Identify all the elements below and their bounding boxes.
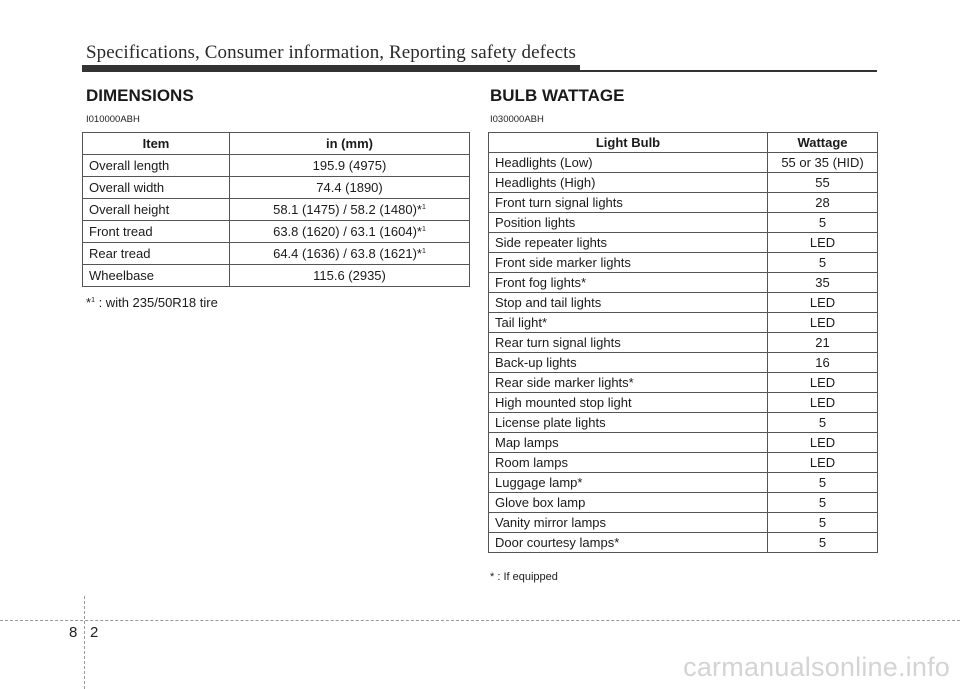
row-wattage: 5 <box>768 413 878 433</box>
table-row <box>489 493 878 513</box>
table-row <box>489 153 878 173</box>
row-light-bulb: High mounted stop light <box>489 393 768 413</box>
row-light-bulb: Back-up lights <box>489 353 768 373</box>
row-wattage: 5 <box>768 213 878 233</box>
row-value <box>230 243 470 265</box>
row-light-bulb: Side repeater lights <box>489 233 768 253</box>
table-row <box>489 353 878 373</box>
table-row <box>83 155 470 177</box>
row-light-bulb: Rear side marker lights* <box>489 373 768 393</box>
footnote-text: : with 235/50R18 tire <box>94 295 218 310</box>
row-light-bulb: Vanity mirror lamps <box>489 513 768 533</box>
footnote-mark: 1 <box>421 248 426 255</box>
table-row <box>489 453 878 473</box>
row-wattage: 5 <box>768 473 878 493</box>
column-header-item: Item <box>83 133 230 155</box>
row-light-bulb: Front fog lights* <box>489 273 768 293</box>
table-row <box>489 193 878 213</box>
row-value <box>230 199 470 221</box>
footnote-star: * <box>86 295 92 310</box>
row-wattage: 35 <box>768 273 878 293</box>
row-value-text: 63.8 (1620) / 63.1 (1604)* <box>273 224 422 239</box>
row-wattage: 5 <box>768 493 878 513</box>
table-row <box>83 177 470 199</box>
table-row <box>489 213 878 233</box>
table-row <box>489 373 878 393</box>
column-header-value: in (mm) <box>230 133 470 155</box>
row-light-bulb: Map lamps <box>489 433 768 453</box>
table-row <box>83 265 470 287</box>
row-value-text: 74.4 (1890) <box>316 180 383 195</box>
row-wattage: 5 <box>768 513 878 533</box>
section-number: 8 <box>69 624 78 641</box>
table-row <box>83 221 470 243</box>
table-row <box>489 173 878 193</box>
row-wattage: LED <box>768 313 878 333</box>
row-item: Overall length <box>83 155 230 177</box>
table-row <box>489 313 878 333</box>
bulb-wattage-title: BULB WATTAGE <box>490 86 625 105</box>
row-light-bulb: Headlights (High) <box>489 173 768 193</box>
row-light-bulb: Headlights (Low) <box>489 153 768 173</box>
row-item: Overall width <box>83 177 230 199</box>
row-light-bulb: Room lamps <box>489 453 768 473</box>
row-wattage: LED <box>768 233 878 253</box>
row-wattage: 16 <box>768 353 878 373</box>
row-wattage: LED <box>768 293 878 313</box>
table-row <box>489 293 878 313</box>
row-light-bulb: Door courtesy lamps* <box>489 533 768 553</box>
table-row <box>489 233 878 253</box>
column-header-wattage: Wattage <box>768 133 878 153</box>
table-row <box>83 243 470 265</box>
dimensions-table <box>82 132 470 287</box>
page-margin-line <box>84 596 85 689</box>
header-rule-thick <box>82 65 580 71</box>
watermark: carmanualsonline.info <box>683 652 950 682</box>
row-value <box>230 177 470 199</box>
row-light-bulb: Position lights <box>489 213 768 233</box>
table-row <box>489 433 878 453</box>
row-light-bulb: Rear turn signal lights <box>489 333 768 353</box>
row-value-text: 195.9 (4975) <box>312 158 387 173</box>
dimensions-footnote <box>86 295 218 310</box>
table-row <box>489 533 878 553</box>
row-light-bulb: Tail light* <box>489 313 768 333</box>
bulb-footnote: * : If equipped <box>490 571 558 583</box>
row-light-bulb: License plate lights <box>489 413 768 433</box>
table-row <box>489 473 878 493</box>
table-row <box>489 253 878 273</box>
table-row <box>489 413 878 433</box>
row-light-bulb: Stop and tail lights <box>489 293 768 313</box>
footnote-mark: 1 <box>421 204 426 211</box>
row-wattage: LED <box>768 453 878 473</box>
row-wattage: LED <box>768 433 878 453</box>
row-light-bulb: Front side marker lights <box>489 253 768 273</box>
page-number: 2 <box>90 624 99 641</box>
row-wattage: 28 <box>768 193 878 213</box>
footnote-mark: 1 <box>91 297 95 304</box>
row-value <box>230 155 470 177</box>
table-row <box>489 393 878 413</box>
row-wattage: 55 <box>768 173 878 193</box>
row-wattage: 5 <box>768 533 878 553</box>
row-light-bulb: Glove box lamp <box>489 493 768 513</box>
row-wattage: 21 <box>768 333 878 353</box>
row-value <box>230 221 470 243</box>
row-wattage: 5 <box>768 253 878 273</box>
table-header-row <box>83 133 470 155</box>
row-value <box>230 265 470 287</box>
row-item: Wheelbase <box>83 265 230 287</box>
row-wattage: LED <box>768 373 878 393</box>
table-row <box>489 513 878 533</box>
row-value-text: 115.6 (2935) <box>313 268 386 283</box>
row-value-text: 64.4 (1636) / 63.8 (1621)* <box>273 246 422 261</box>
table-row <box>489 333 878 353</box>
row-wattage: 55 or 35 (HID) <box>768 153 878 173</box>
dimensions-title: DIMENSIONS <box>86 86 194 105</box>
column-header-light-bulb: Light Bulb <box>489 133 768 153</box>
dimensions-code: I010000ABH <box>86 114 140 125</box>
row-item: Rear tread <box>83 243 230 265</box>
row-light-bulb: Front turn signal lights <box>489 193 768 213</box>
header-title: Specifications, Consumer information, Reporting safety defects <box>86 42 577 63</box>
row-item: Overall height <box>83 199 230 221</box>
table-row <box>489 273 878 293</box>
row-item: Front tread <box>83 221 230 243</box>
bulb-wattage-table <box>488 132 878 553</box>
page-divider <box>0 620 960 621</box>
row-value-text: 58.1 (1475) / 58.2 (1480)* <box>273 202 422 217</box>
table-row <box>83 199 470 221</box>
row-wattage: LED <box>768 393 878 413</box>
table-header-row <box>489 133 878 153</box>
row-light-bulb: Luggage lamp* <box>489 473 768 493</box>
bulb-wattage-code: I030000ABH <box>490 114 544 125</box>
footnote-mark: 1 <box>421 226 426 233</box>
